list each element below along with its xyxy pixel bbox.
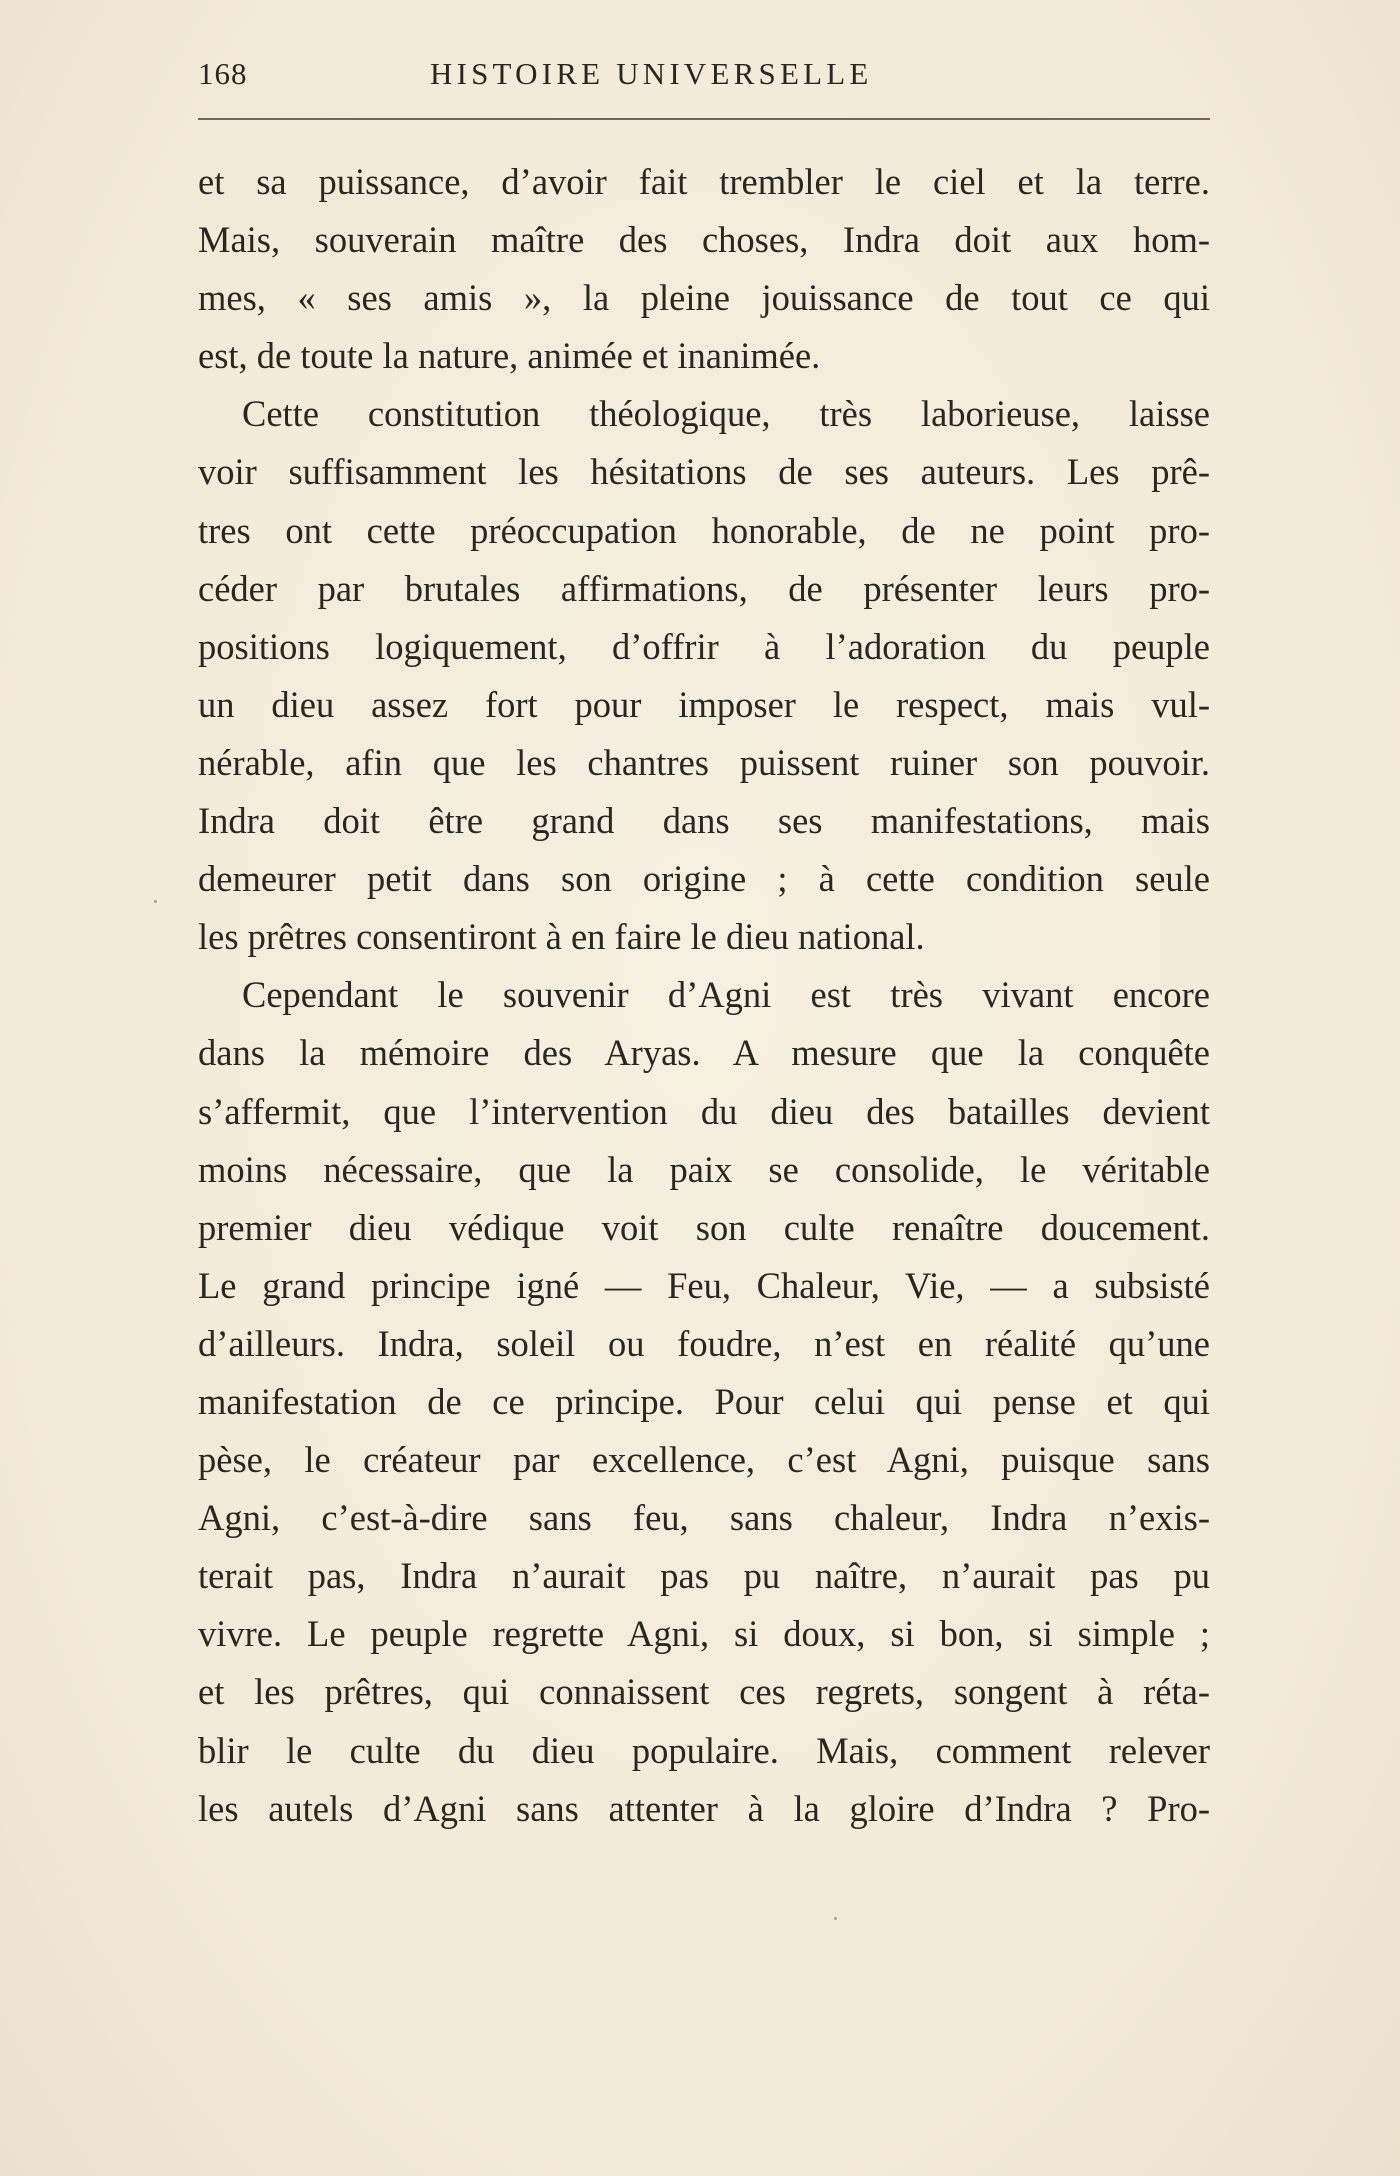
page-number: 168 (198, 56, 248, 91)
text-line: pèse, le créateur par excellence, c’est Agni, puisque sans (198, 1439, 1210, 1481)
text-line: un dieu assez fort pour imposer le respect, mais vul- (198, 683, 1210, 725)
text-line: Cette constitution théologique, très laborieuse, laisse (242, 393, 1210, 435)
text-line: Cependant le souvenir d’Agni est très vivant encore (242, 974, 1210, 1016)
text-line: et les prêtres, qui connaissent ces regrets, songent à réta- (198, 1671, 1210, 1713)
paper-speck (154, 900, 157, 903)
paper-speck (834, 1917, 837, 1920)
text-line: Le grand principe igné — Feu, Chaleur, Vie, — a subsisté (198, 1264, 1210, 1306)
text-line: terait pas, Indra n’aurait pas pu naître, n’aurait pas pu (198, 1555, 1210, 1597)
header-rule (198, 118, 1210, 120)
running-title: HISTOIRE UNIVERSELLE (430, 56, 873, 91)
text-line: manifestation de ce principe. Pour celui qui pense et qui (198, 1380, 1210, 1422)
text-line: d’ailleurs. Indra, soleil ou foudre, n’est en réalité qu’une (198, 1322, 1210, 1364)
text-line: nérable, afin que les chantres puissent ruiner son pouvoir. (198, 741, 1210, 783)
text-line: blir le culte du dieu populaire. Mais, comment relever (198, 1729, 1210, 1771)
text-line: les autels d’Agni sans attenter à la gloire d’Indra ? Pro- (198, 1787, 1210, 1829)
text-line: s’affermit, que l’intervention du dieu des batailles devient (198, 1090, 1210, 1132)
text-line: vivre. Le peuple regrette Agni, si doux, si bon, si simple ; (198, 1613, 1210, 1655)
text-line: Agni, c’est-à-dire sans feu, sans chaleur, Indra n’exis- (198, 1497, 1210, 1539)
paragraph-2 (198, 385, 1210, 966)
text-line: est, de toute la nature, animée et inanimée. (198, 335, 821, 377)
text-line: dans la mémoire des Aryas. A mesure que la conquête (198, 1032, 1210, 1074)
text-line: et sa puissance, d’avoir fait trembler le ciel et la terre. (198, 161, 1210, 202)
text-line: Indra doit être grand dans ses manifestations, mais (198, 800, 1210, 842)
text-line: tres ont cette préoccupation honorable, de ne point pro- (198, 509, 1210, 551)
text-line: positions logiquement, d’offrir à l’adoration du peuple (198, 625, 1210, 667)
text-line: voir suffisamment les hésitations de ses auteurs. Les prê- (198, 451, 1210, 493)
page-header (198, 52, 1210, 98)
text-line: céder par brutales affirmations, de présenter leurs pro- (198, 567, 1210, 609)
text-line: mes, « ses amis », la pleine jouissance de tout ce qui (198, 277, 1210, 319)
paragraph-3 (198, 966, 1210, 1837)
text-line: demeurer petit dans son origine ; à cette condition seule (198, 858, 1210, 900)
text-line: Mais, souverain maître des choses, Indra doit aux hom- (198, 219, 1210, 261)
text-line: premier dieu védique voit son culte renaître doucement. (198, 1206, 1210, 1248)
text-line: les prêtres consentiront à en faire le dieu national. (198, 916, 925, 958)
text-line: moins nécessaire, que la paix se consolide, le véritable (198, 1148, 1210, 1190)
body-text (198, 153, 1210, 1838)
paragraph-1 (198, 153, 1210, 385)
